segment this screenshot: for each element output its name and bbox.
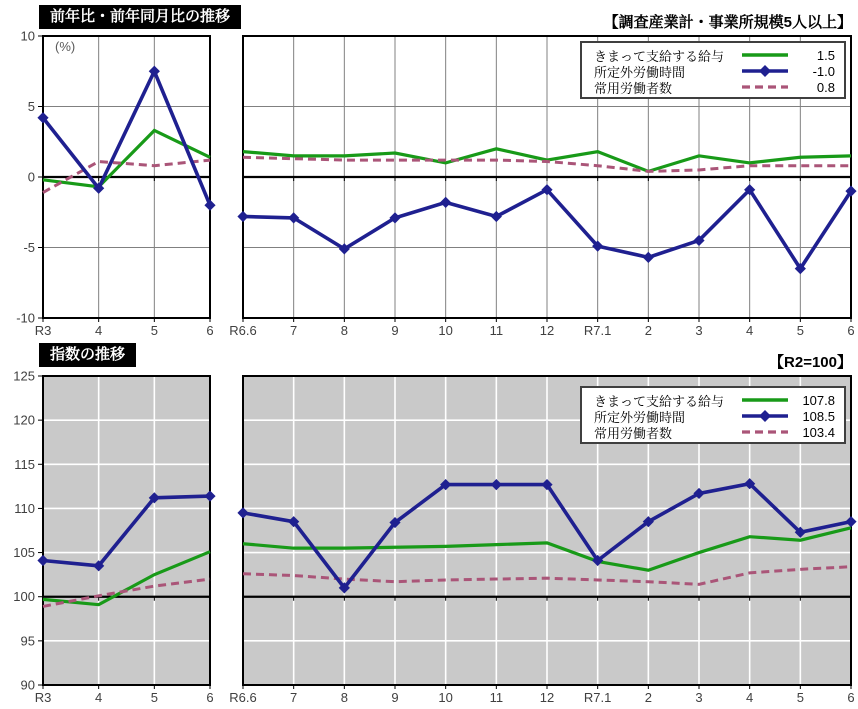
legend-label: 所定外労働時間 <box>594 409 686 425</box>
x-tick-label: 4 <box>95 323 103 338</box>
legend-value: 108.5 <box>802 408 835 424</box>
header-survey-scope: 【調査産業計・事業所規模5人以上】 <box>603 14 852 31</box>
legend-row-joyo <box>594 79 835 95</box>
y-tick-label: 100 <box>13 589 35 605</box>
x-tick-label: 6 <box>206 690 214 705</box>
legend-value: 107.8 <box>802 392 835 408</box>
chart-yoy-annual <box>0 29 228 349</box>
legend-row-joyo <box>594 424 835 440</box>
y-tick-label: 5 <box>27 99 35 114</box>
y-tick-label: -10 <box>16 310 35 326</box>
legend-index <box>580 386 846 444</box>
green-line-icon <box>739 393 791 407</box>
legend-label: 常用労働者数 <box>594 425 673 441</box>
y-tick-label: 115 <box>14 456 35 472</box>
x-tick-label: 7 <box>290 323 298 338</box>
x-tick-label: 8 <box>340 690 348 705</box>
section-title-index: 指数の推移 <box>39 343 136 367</box>
x-tick-label: 11 <box>489 323 504 338</box>
legend-value: 0.8 <box>816 79 835 95</box>
x-tick-label: 5 <box>796 323 804 338</box>
percent-unit-label: (%) <box>55 39 76 54</box>
x-tick-label: 12 <box>539 690 555 705</box>
x-tick-label: 6 <box>206 323 214 338</box>
y-tick-label: 125 <box>13 368 35 384</box>
y-tick-label: 105 <box>13 545 35 561</box>
legend-label: きまって支給する給与 <box>594 393 725 409</box>
x-tick-label: 4 <box>746 690 754 705</box>
x-tick-label: 9 <box>391 323 399 338</box>
x-tick-label: 6 <box>847 690 855 705</box>
x-tick-label: 12 <box>539 323 555 338</box>
x-tick-label: 6 <box>847 323 855 338</box>
chart-svg-yoy-annual <box>0 29 228 349</box>
x-tick-label: R3 <box>34 690 52 705</box>
x-tick-label: R6.6 <box>229 323 257 338</box>
x-tick-label: 4 <box>746 323 754 338</box>
x-tick-label: 3 <box>695 690 703 705</box>
blue-diamond-line-icon <box>739 409 791 423</box>
legend-yoy <box>580 41 846 99</box>
x-tick-label: 3 <box>695 323 703 338</box>
legend-value: -1.0 <box>812 63 835 79</box>
blue-diamond-line-icon <box>739 64 791 78</box>
y-tick-label: 120 <box>13 412 35 428</box>
x-tick-label: R7.1 <box>583 690 612 705</box>
chart-index-annual <box>0 369 228 709</box>
legend-value: 103.4 <box>802 424 835 440</box>
x-tick-label: 5 <box>150 323 158 338</box>
y-tick-label: 0 <box>27 169 35 185</box>
y-tick-label: 10 <box>20 28 35 44</box>
green-line-icon <box>739 48 791 62</box>
section-title-yoy: 前年比・前年同月比の推移 <box>39 5 241 29</box>
y-tick-label: 90 <box>20 677 35 693</box>
x-tick-label: 2 <box>644 690 652 705</box>
x-tick-label: 8 <box>340 323 348 338</box>
y-tick-label: -5 <box>23 240 35 255</box>
x-tick-label: R7.1 <box>583 323 612 338</box>
x-tick-label: 10 <box>438 690 453 705</box>
x-tick-label: 5 <box>150 690 158 705</box>
legend-label: 所定外労働時間 <box>594 64 686 80</box>
x-tick-label: 9 <box>391 690 399 705</box>
legend-label: 常用労働者数 <box>594 80 673 96</box>
y-tick-label: 95 <box>20 633 35 649</box>
x-tick-label: 7 <box>290 690 298 705</box>
legend-label: きまって支給する給与 <box>594 48 725 64</box>
x-tick-label: 2 <box>644 323 652 338</box>
pink-dashed-line-icon <box>739 80 791 94</box>
x-tick-label: 5 <box>796 690 804 705</box>
pink-dashed-line-icon <box>739 425 791 439</box>
header-base-year: 【R2=100】 <box>769 354 852 371</box>
chart-svg-index-annual <box>0 369 228 709</box>
x-tick-label: 4 <box>95 690 103 705</box>
legend-value: 1.5 <box>816 47 835 63</box>
x-tick-label: R3 <box>34 323 52 338</box>
y-tick-label: 110 <box>14 500 35 516</box>
x-tick-label: 11 <box>489 690 504 705</box>
x-tick-label: 10 <box>438 323 453 338</box>
x-tick-label: R6.6 <box>229 690 257 705</box>
